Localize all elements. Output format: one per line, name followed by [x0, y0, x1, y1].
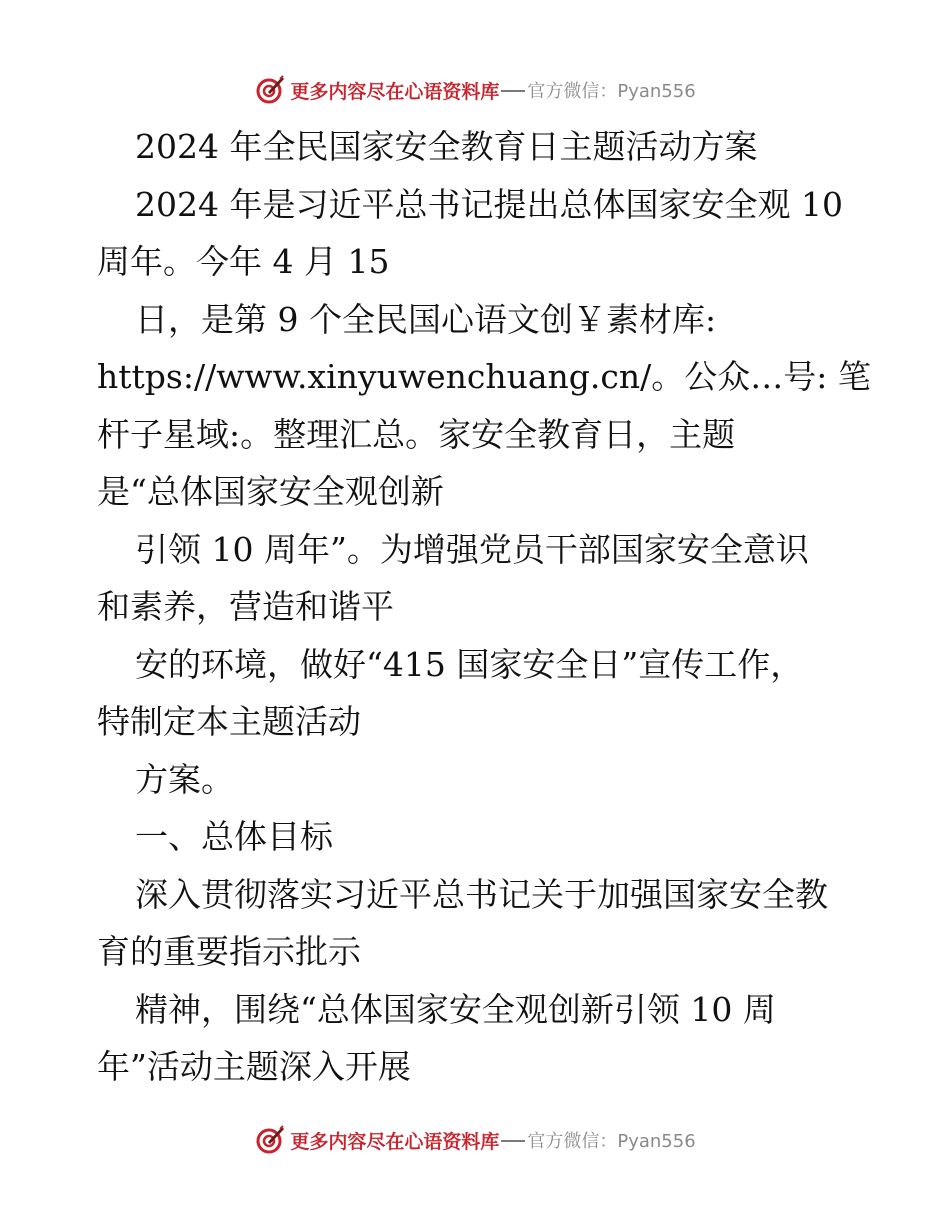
paragraph-line: 和素养，营造和谐平 [97, 587, 394, 626]
banner-dash [501, 90, 525, 92]
paragraph-line: 深入贯彻落实习近平总书记关于加强国家安全教 [135, 874, 828, 914]
banner-promo-text: 更多内容尽在心语资料库 [290, 80, 500, 103]
paragraph-line: 育的重要指示批示 [97, 932, 361, 971]
paragraph-line: 日，是第 9 个全民国心语文创￥素材库: [135, 299, 717, 339]
banner-wechat-text: 官方微信：Pyan556 [527, 81, 696, 102]
paragraph-line: 精神，围绕“总体国家安全观创新引领 10 周 [135, 989, 776, 1029]
paragraph-line: 周年。今年 4 月 15 [97, 242, 390, 281]
paragraph-line: 杆子星域:。整理汇总。家安全教育日，主题 [97, 414, 736, 454]
swirl-quill-logo-icon [254, 74, 286, 106]
paragraph-line: 方案。 [135, 759, 234, 799]
paragraph-line: https://www.xinyuwenchuang.cn/。公众…号: 笔 [97, 357, 871, 396]
paragraph-line: 是“总体国家安全观创新 [97, 472, 444, 511]
swirl-quill-logo-icon [254, 1124, 286, 1156]
paragraph-line: 特制定本主题活动 [97, 702, 361, 741]
banner-dash [501, 1140, 525, 1142]
section-heading: 一、总体目标 [135, 817, 333, 856]
header-banner [0, 70, 950, 110]
banner-promo-text: 更多内容尽在心语资料库 [290, 1130, 500, 1153]
paragraph-line: 年”活动主题深入开展 [97, 1047, 411, 1086]
document-body [97, 118, 871, 1096]
paragraph-line: 2024 年是习近平总书记提出总体国家安全观 10 [135, 184, 843, 224]
banner-wechat-text: 官方微信：Pyan556 [527, 1131, 696, 1152]
paragraph-line: 引领 10 周年”。为增强党员干部国家安全意识 [135, 529, 809, 569]
footer-banner [0, 1120, 950, 1160]
document-title: 2024 年全民国家安全教育日主题活动方案 [135, 127, 758, 166]
paragraph-line: 安的环境，做好“415 国家安全日”宣传工作， [135, 644, 804, 684]
